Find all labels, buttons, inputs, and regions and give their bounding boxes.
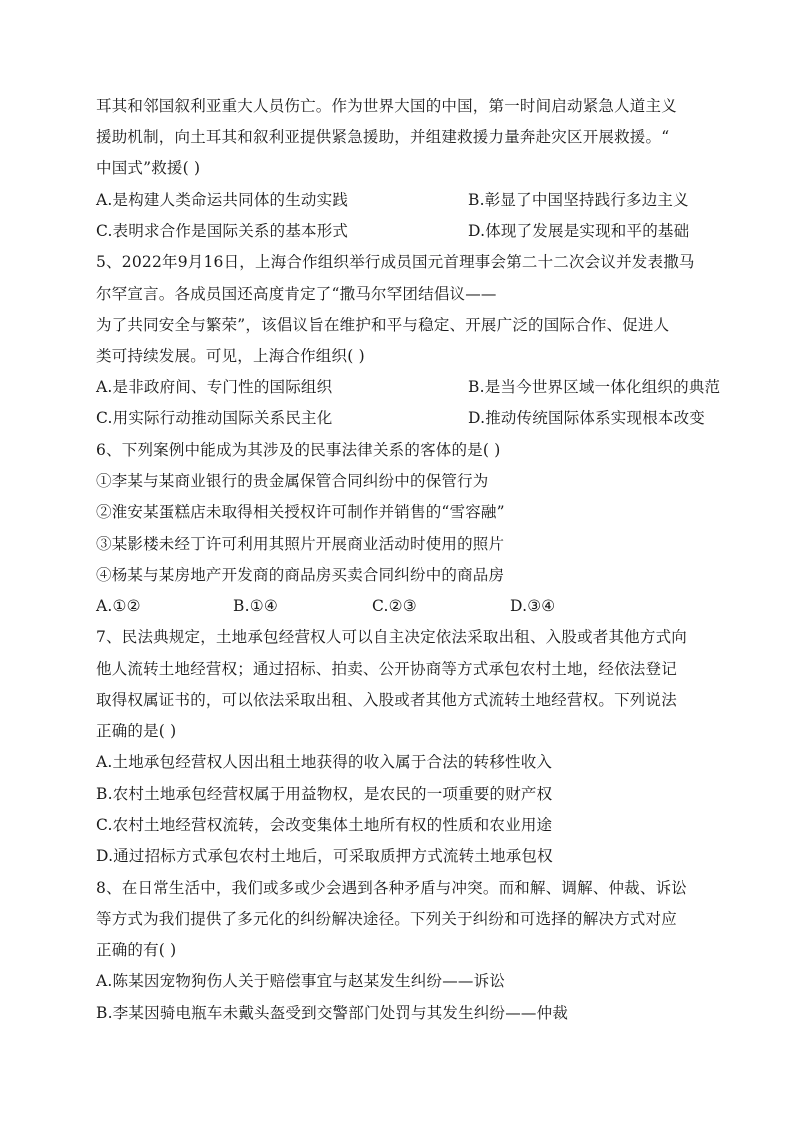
q6-item-3: ③某影楼未经丁许可利用其照片开展商业活动时使用的照片 [96, 535, 505, 553]
q8-stem-line-1: 8、在日常生活中，我们或多或少会遇到各种矛盾与冲突。而和解、调解、仲裁、诉讼 [96, 879, 687, 897]
q4-stem-line-2: 援助机制，向土耳其和叙利亚提供紧急援助，并组建救援力量奔赴灾区开展救援。“ [96, 128, 670, 146]
q6-options-row [96, 596, 696, 616]
q8-option-a: A.陈某因宠物狗伤人关于赔偿事宜与赵某发生纠纷——诉讼 [96, 972, 506, 990]
q4-option-a: A.是构建人类命运共同体的生动实践 [96, 191, 349, 209]
q6-option-b: B.①④ [233, 597, 278, 615]
q4-options-row-1 [96, 190, 689, 210]
q4-stem-line-3: 中国式”救援( ) [96, 159, 201, 177]
q4-stem-line-1: 耳其和邻国叙利亚重大人员伤亡。作为世界大国的中国，第一时间启动紧急人道主义 [96, 97, 677, 115]
q5-option-a: A.是非政府间、专门性的国际组织 [96, 378, 333, 396]
q6-option-a: A.①② [96, 597, 141, 615]
q5-stem-line-4: 类可持续发展。可见，上海合作组织( ) [96, 347, 365, 365]
q7-option-b: B.农村土地承包经营权属于用益物权，是农民的一项重要的财产权 [96, 785, 553, 803]
q6-item-2: ②淮安某蛋糕店未取得相关授权许可制作并销售的“雪容融” [96, 503, 505, 521]
q8-option-b: B.李某因骑电瓶车未戴头盔受到交警部门处罚与其发生纠纷——仲裁 [96, 1004, 569, 1022]
q6-option-d: D.③④ [510, 597, 556, 615]
q8-stem-line-2: 等方式为我们提供了多元化的纠纷解决途径。下列关于纠纷和可选择的解决方式对应 [96, 910, 677, 928]
q5-stem-line-1: 5、2022年9月16日，上海合作组织举行成员国元首理事会第二十二次会议并发表撒马 [96, 253, 695, 271]
q7-option-a: A.土地承包经营权人因出租土地获得的收入属于合法的转移性收入 [96, 753, 553, 771]
q8-stem-line-3: 正确的有( ) [96, 941, 177, 959]
q5-options-row-1 [96, 377, 721, 397]
q7-option-c: C.农村土地经营权流转，会改变集体土地所有权的性质和农业用途 [96, 816, 553, 834]
q6-item-4: ④杨某与某房地产开发商的商品房买卖合同纠纷中的商品房 [96, 566, 505, 584]
q6-item-1: ①李某与某商业银行的贵金属保管合同纠纷中的保管行为 [96, 472, 489, 490]
q5-stem-line-3: 为了共同安全与繁荣”，该倡议旨在维护和平与稳定、开展广泛的国际合作、促进人 [96, 316, 670, 334]
q4-option-b: B.彰显了中国坚持践行多边主义 [468, 191, 689, 209]
q4-options-row-2 [96, 221, 690, 241]
q7-stem-line-2: 他人流转土地经营权；通过招标、拍卖、公开协商等方式承包农村土地，经依法登记 [96, 660, 677, 678]
q4-option-c: C.表明求合作是国际关系的基本形式 [96, 222, 349, 240]
q7-option-d: D.通过招标方式承包农村土地后，可采取质押方式流转土地承包权 [96, 847, 553, 865]
q5-option-d: D.推动传统国际体系实现根本改变 [468, 409, 706, 427]
q7-stem-line-4: 正确的是( ) [96, 722, 177, 740]
q7-stem-line-3: 取得权属证书的，可以依法采取出租、入股或者其他方式流转土地经营权。下列说法 [96, 691, 677, 709]
q6-stem-line-1: 6、下列案例中能成为其涉及的民事法律关系的客体的是( ) [96, 441, 501, 459]
q5-option-c: C.用实际行动推动国际关系民主化 [96, 409, 333, 427]
q5-stem-line-2: 尔罕宣言。各成员国还高度肯定了“撒马尔罕团结倡议—— [96, 285, 497, 303]
q5-option-b: B.是当今世界区域一体化组织的典范 [468, 378, 721, 396]
q5-options-row-2 [96, 408, 706, 428]
q6-option-c: C.②③ [372, 597, 417, 615]
q7-stem-line-1: 7、民法典规定，土地承包经营权人可以自主决定依法采取出租、入股或者其他方式向 [96, 628, 687, 646]
q4-option-d: D.体现了发展是实现和平的基础 [468, 222, 690, 240]
